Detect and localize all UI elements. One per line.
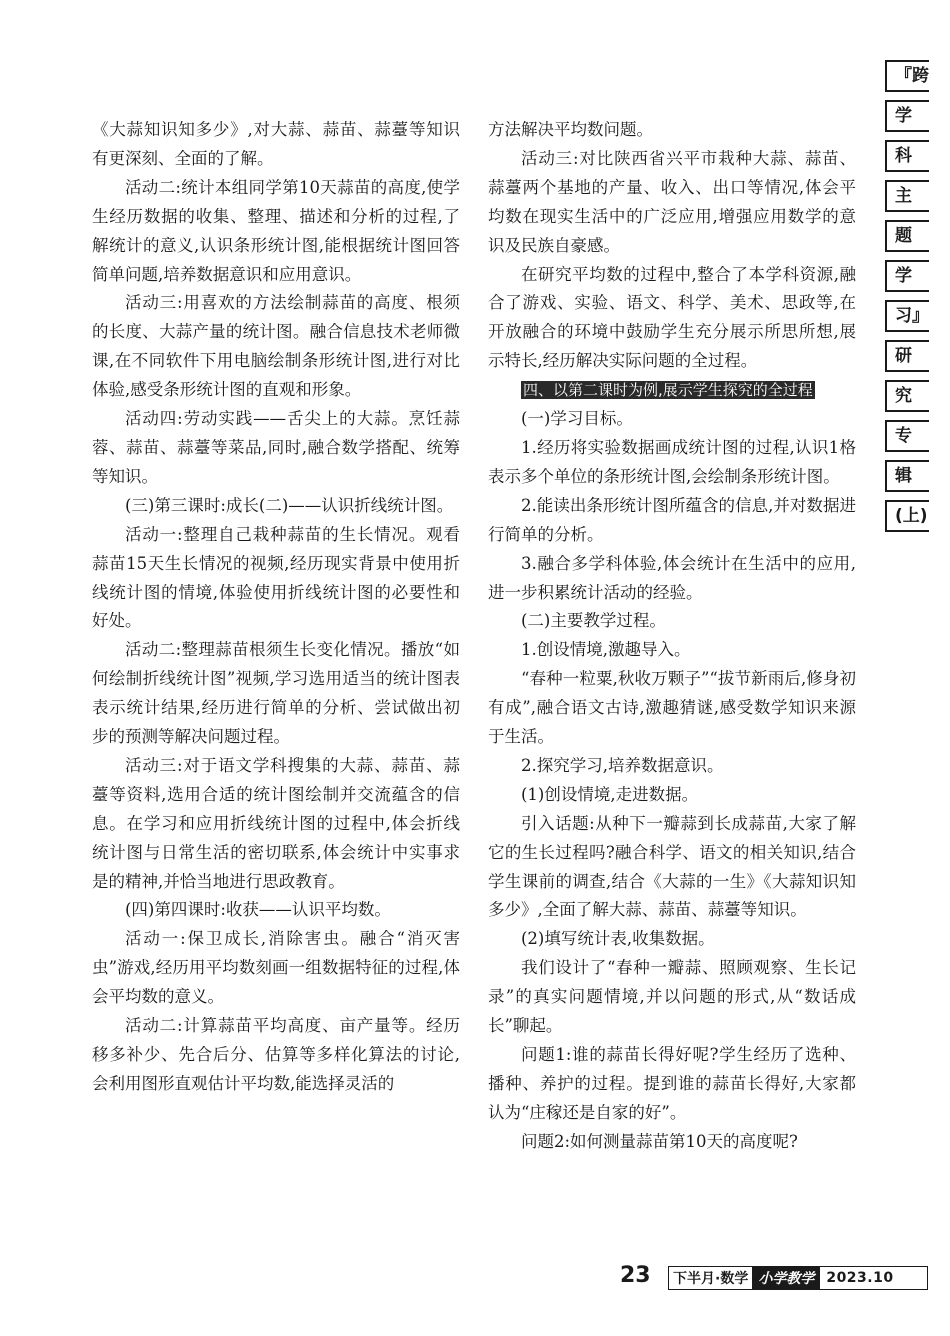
subsection-heading: (一)学习目标。 (521, 409, 633, 429)
body-paragraph: 问题2:如何测量蒜苗第10天的高度呢? (521, 1131, 798, 1151)
body-paragraph: 1.经历将实验数据画成统计图的过程,认识1格表示多个单位的条形统计图,会绘制条形统计图。 (488, 437, 856, 486)
sidebar-tab: 学 (885, 260, 929, 292)
sidebar-tab: 科 (885, 140, 929, 172)
sidebar-tab: 学 (885, 100, 929, 132)
body-paragraph: 活动三:对比陕西省兴平市栽种大蒜、蒜苗、蒜薹两个基地的产量、收入、出口等情况,体会平均数在现实生活中的广泛应用,增强应用数学的意识及民族自豪感。 (488, 148, 856, 255)
body-paragraph: 活动四:劳动实践——舌尖上的大蒜。烹饪蒜蓉、蒜苗、蒜薹等菜品,同时,融合数学搭配、统筹等知识。 (92, 409, 460, 486)
column-title-sidebar (885, 60, 929, 540)
magazine-logo: 小学教学 (752, 1267, 820, 1289)
issue-date: 2023.10 (826, 1270, 894, 1286)
page-number: 23 (620, 1263, 651, 1288)
body-paragraph: 我们设计了“春种一瓣蒜、照顾观察、生长记录”的真实问题情境,并以问题的形式,从“数话成长”聊起。 (488, 958, 856, 1036)
body-paragraph: 引入话题:从种下一瓣蒜到长成蒜苗,大家了解它的生长过程吗?融合科学、语文的相关知识,结合学生课前的调查,结合《大蒜的一生》《大蒜知识知多少》,全面了解大蒜、蒜苗、蒜薹等知识。 (488, 813, 856, 920)
body-paragraph: “春种一粒粟,秋收万颗子”“拔节新雨后,修身初有成”,融合语文古诗,激趣猜谜,感受数学知识来源于生活。 (488, 669, 856, 747)
body-paragraph: 活动一:整理自己栽种蒜苗的生长情况。观看蒜苗15天生长情况的视频,经历现实背景中使用折线统计图的情境,体验使用折线统计图的必要性和好处。 (92, 524, 460, 631)
sidebar-tab: 习』 (885, 300, 929, 332)
sidebar-tab: 研 (885, 340, 929, 372)
body-paragraph: 问题1:谁的蒜苗长得好呢?学生经历了选种、播种、养护的过程。提到谁的蒜苗长得好,大家都认为“庄稼还是自家的好”。 (488, 1045, 856, 1122)
sidebar-tab: 辑 (885, 460, 929, 492)
subsection-heading: (四)第四课时:收获——认识平均数。 (125, 900, 391, 920)
body-paragraph: 活动二:计算蒜苗平均高度、亩产量等。经历移多补少、先合后分、估算等多样化算法的讨论,会利用图形直观估计平均数,能选择灵活的 (92, 1016, 460, 1093)
sidebar-tab: 专 (885, 420, 929, 452)
issue-label: 下半月·数学 (673, 1271, 749, 1287)
body-paragraph: 活动二:统计本组同学第10天蒜苗的高度,使学生经历数据的收集、整理、描述和分析的过程,了解统计的意义,认识条形统计图,能根据统计图回答简单问题,培养数据意识和应用意识。 (92, 177, 460, 284)
section-heading-text: 四、以第二课时为例,展示学生探究的全过程 (523, 381, 813, 400)
body-paragraph: (2)填写统计表,收集数据。 (521, 929, 715, 949)
left-column (92, 116, 460, 1099)
subsection-heading: (二)主要教学过程。 (521, 611, 666, 631)
sidebar-tab: 题 (885, 220, 929, 252)
body-paragraph: 2.能读出条形统计图所蕴含的信息,并对数据进行简单的分析。 (488, 495, 856, 544)
right-column (488, 116, 856, 1157)
body-paragraph: 方法解决平均数问题。 (488, 120, 653, 139)
subsection-heading: (三)第三课时:成长(二)——认识折线统计图。 (125, 495, 454, 515)
body-paragraph: 活动二:整理蒜苗根须生长变化情况。播放“如何绘制折线统计图”视频,学习选用适当的统计图表表示统计结果,经历进行简单的分析、尝试做出初步的预测等解决问题过程。 (92, 640, 460, 747)
body-paragraph: 活动三:用喜欢的方法绘制蒜苗的高度、根须的长度、大蒜产量的统计图。融合信息技术老师微课,在不同软件下用电脑绘制条形统计图,进行对比体验,感受条形统计图的直观和形象。 (92, 293, 460, 400)
body-paragraph: 1.创设情境,激趣导入。 (521, 640, 691, 660)
sidebar-tab: 主 (885, 180, 929, 212)
body-paragraph: 3.融合多学科体验,体会统计在生活中的应用,进一步积累统计活动的经验。 (488, 553, 856, 602)
sidebar-tab: 究 (885, 380, 929, 412)
body-paragraph: (1)创设情境,走进数据。 (521, 784, 699, 804)
body-paragraph: 在研究平均数的过程中,整合了本学科资源,融合了游戏、实验、语文、科学、美术、思政等,在开放融合的环境中鼓励学生充分展示所思所想,展示特长,经历解决实际问题的全过程。 (488, 264, 856, 371)
sidebar-tab: (上) (885, 500, 929, 532)
section-heading (488, 376, 856, 405)
journal-info-box (668, 1266, 928, 1290)
body-paragraph: 2.探究学习,培养数据意识。 (521, 755, 724, 775)
body-paragraph: 活动一:保卫成长,消除害虫。融合“消灭害虫”游戏,经历用平均数刻画一组数据特征的过程,体会平均数的意义。 (92, 929, 460, 1007)
body-paragraph: 《大蒜知识知多少》,对大蒜、蒜苗、蒜薹等知识有更深刻、全面的了解。 (92, 120, 460, 168)
body-paragraph: 活动三:对于语文学科搜集的大蒜、蒜苗、蒜薹等资料,选用合适的统计图绘制并交流蕴含的信息。在学习和应用折线统计图的过程中,体会折线统计图与日常生活的密切联系,体会统计中实事求是的精神,并恰当地进行思政教育。 (92, 755, 460, 891)
sidebar-tab: 『跨 (885, 60, 929, 92)
